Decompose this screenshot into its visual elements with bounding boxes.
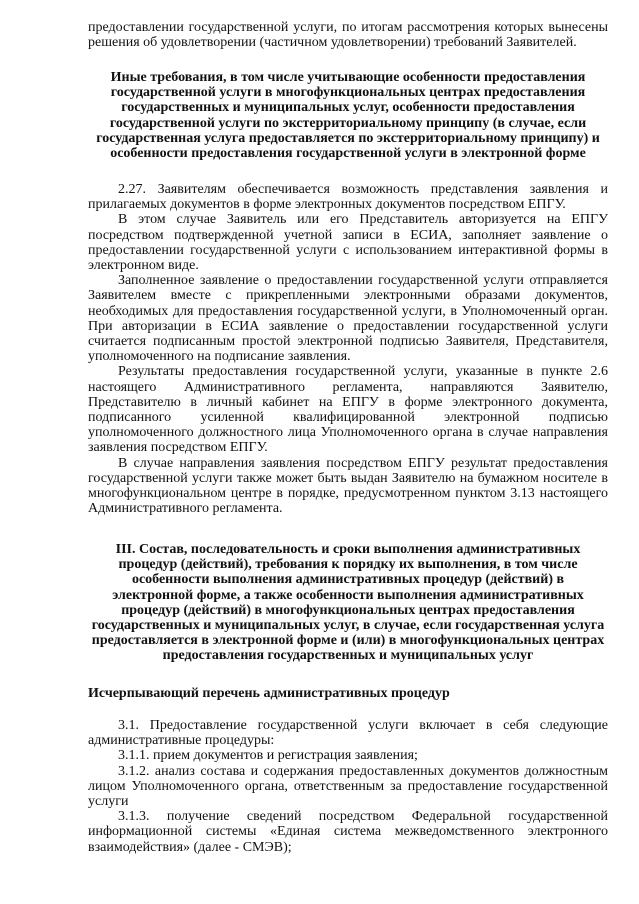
paragraph-authorization: В этом случае Заявитель или его Представитель авторизуется на ЕПГУ посредством подтвержденной учетной записи в ЕСИА, заполняет заявление о предоставлении государственной услуги с использованием интерактивной формы в электронном виде. — [88, 212, 608, 274]
electronic-form-paragraphs — [88, 182, 608, 516]
list-item: 3.1.3. получение сведений посредством Федеральной государственной информационной системы «Единая система межведомственного электронного взаимодействия» (далее - СМЭВ); — [88, 809, 608, 855]
list-intro: 3.1. Предоставление государственной услуги включает в себя следующие административные процедуры: — [88, 718, 608, 749]
procedures-list — [88, 718, 608, 855]
paragraph-results: Результаты предоставления государственной услуги, указанные в пункте 2.6 настоящего Административного регламента, направляются Заявителю, Представителю в личный кабинет на ЕПГУ в форме электронного документа, подписанного усиленной квалифицированной электронной подписью уполномоченного должностного лица Уполномоченного органа в случае направления заявления посредством ЕПГУ. — [88, 364, 608, 456]
paragraph-submitted-application: Заполненное заявление о предоставлении государственной услуги отправляется Заявителем вместе с прикрепленными электронными образами документов, необходимых для предоставления государственной услуги, в Уполномоченный орган. При авторизации в ЕСИА заявление о предоставлении государственной услуги считается подписанным простой электронной подписью Заявителя, Представителя, уполномоченного на подписание заявления. — [88, 273, 608, 365]
paragraph-2-27: 2.27. Заявителям обеспечивается возможность представления заявления и прилагаемых документов в форме электронных документов посредством ЕПГУ. — [88, 182, 608, 213]
paragraph-paper-result: В случае направления заявления посредством ЕПГУ результат предоставления государственной услуги также может быть выдан Заявителю на бумажном носителе в многофункциональном центре в порядке, предусмотренном пунктом 3.13 настоящего Административного регламента. — [88, 455, 608, 517]
top-paragraph: предоставлении государственной услуги, по итогам рассмотрения которых вынесены решения об удовлетворении (частичном удовлетворении) требований Заявителей. — [88, 20, 608, 51]
section-other-title: Иные требования, в том числе учитывающие особенности предоставления государственной услуги в многофункциональных центрах предоставления государственных и муниципальных услуг, особенности предоставления государственной услуги по экстерриториальному принципу (в случае, если государственная услуга предоставляется по экстерриториальному принципу) и особенности предоставления государственной услуги в электронной форме — [96, 70, 600, 162]
list-item: 3.1.1. прием документов и регистрация заявления; — [118, 748, 418, 764]
section-three-title: III. Состав, последовательность и сроки выполнения административных процедур (действий), требования к порядку их выполнения, в том числе особенности выполнения административных процедур (действий) в электронной форме, а также особенности выполнения административных процедур (действий) в многофункциональных центрах предоставления государственных и муниципальных услуг, в случае, если государственная услуга предоставляется в электронной форме и (или) в многофункциональных центрах предоставления государственных и муниципальных услуг — [91, 542, 605, 664]
exhaustive-list-heading: Исчерпывающий перечень административных процедур — [88, 686, 450, 701]
list-item: 3.1.2. анализ состава и содержания предоставленных документов должностным лицом Уполномоченного органа, ответственным за предоставление государственной услуги — [88, 763, 608, 810]
